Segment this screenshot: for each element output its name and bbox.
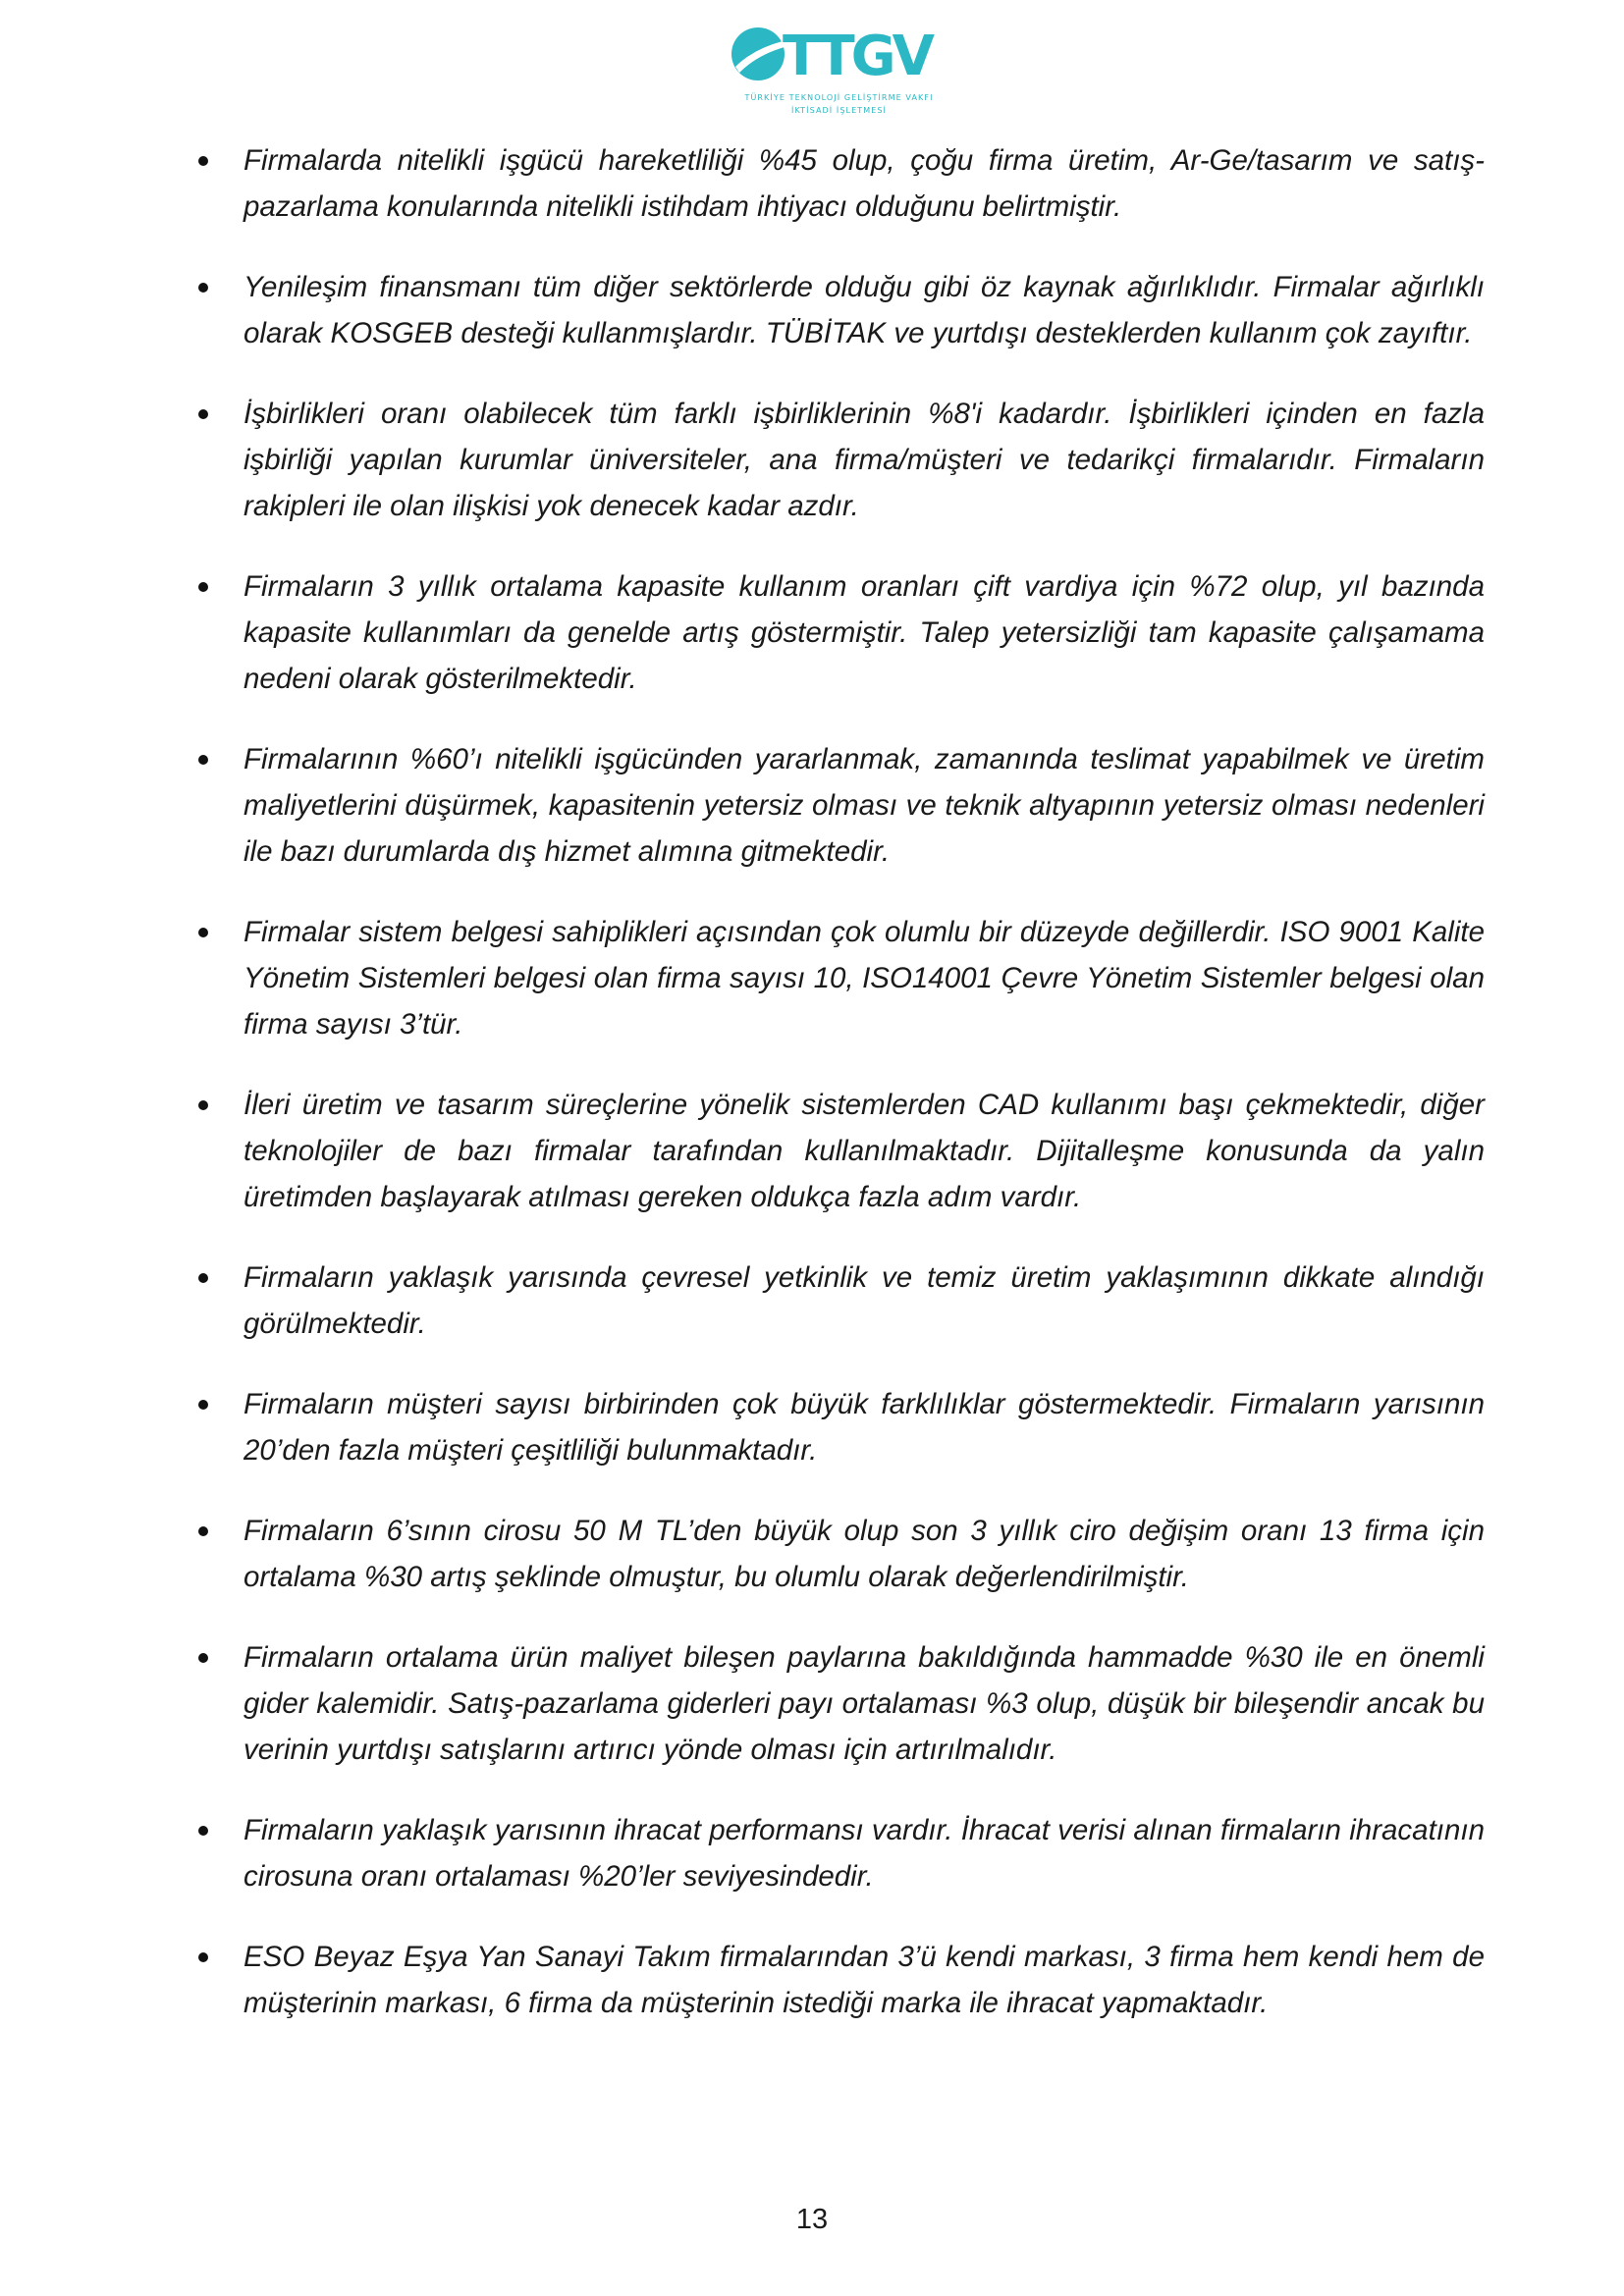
logo-subtitle-line2: İKTİSADİ İŞLETMESİ	[790, 106, 888, 115]
bullet-dot-icon	[198, 409, 208, 419]
bullet-item-2	[192, 264, 1485, 356]
bullet-dot-icon	[198, 1653, 208, 1663]
bullet-text: Firmaların ortalama ürün maliyet bileşen paylarına bakıldığında hammadde %30 ile en önemli gider kalemidir. Satış-pazarlama giderleri payı ortalaması %3 olup, düşük bir bileşendir ancak bu verinin yurtdışı satışlarını artırıcı yönde olması için artırılmalıdır.	[244, 1641, 1485, 1766]
bullet-dot-icon	[198, 1952, 208, 1962]
bullet-text: İşbirlikleri oranı olabilecek tüm farklı işbirliklerinin %8'i kadardır. İşbirlikleri içinden en fazla işbirliği yapılan kurumlar üniversiteler, ana firma/müşteri ve tedarikçi firmalarıdır. Firmaların rakipleri ile olan ilişkisi yok denecek kadar azdır.	[244, 398, 1485, 522]
bullet-dot-icon	[198, 582, 208, 592]
bullet-text: Firmaların 3 yıllık ortalama kapasite kullanım oranları çift vardiya için %72 olup, yıl bazında kapasite kullanımları da genelde artış göstermiştir. Talep yetersizliği tam kapasite çalışamama nedeni olarak gösterilmektedir.	[244, 570, 1485, 695]
logo-subtitle-line1: TÜRKİYE TEKNOLOJİ GELİŞTİRME VAKFI	[744, 93, 934, 102]
bullet-item-5	[192, 736, 1485, 875]
bullet-text: Firmaların yaklaşık yarısının ihracat performansı vardır. İhracat verisi alınan firmaların ihracatının cirosuna oranı ortalaması %20’ler seviyesindedir.	[244, 1814, 1485, 1893]
bullet-item-3	[192, 391, 1485, 529]
bullet-item-7	[192, 1082, 1485, 1220]
bullet-text: Yenileşim finansmanı tüm diğer sektörlerde olduğu gibi öz kaynak ağırlıklıdır. Firmalar ağırlıklı olarak KOSGEB desteği kullanmışlardır. TÜBİTAK ve yurtdışı desteklerden kullanım çok zayıftır.	[244, 271, 1485, 349]
logo-wordmark: TTGV	[783, 25, 931, 88]
page-number: 13	[795, 2204, 829, 2235]
bullet-dot-icon	[198, 283, 208, 293]
bullet-dot-icon	[198, 156, 208, 166]
bullet-text: ESO Beyaz Eşya Yan Sanayi Takım firmalarından 3’ü kendi markası, 3 firma hem kendi hem de müşterinin markası, 6 firma da müşterinin istediği marka ile ihracat yapmaktadır.	[244, 1941, 1485, 2019]
bullet-item-13	[192, 1934, 1485, 2026]
bullet-dot-icon	[198, 1826, 208, 1836]
bullet-item-12	[192, 1807, 1485, 1899]
bullet-text: Firmaların yaklaşık yarısında çevresel yetkinlik ve temiz üretim yaklaşımının dikkate alındığı görülmektedir.	[244, 1261, 1485, 1340]
bullet-dot-icon	[198, 755, 208, 765]
bullet-item-9	[192, 1381, 1485, 1473]
ttgv-logo	[731, 20, 947, 118]
bullet-item-11	[192, 1634, 1485, 1773]
bullet-dot-icon	[198, 1400, 208, 1410]
bullet-dot-icon	[198, 1273, 208, 1283]
bullet-item-8	[192, 1255, 1485, 1347]
bullet-dot-icon	[198, 928, 208, 937]
bullet-item-1	[192, 137, 1485, 230]
findings-bullet-list	[192, 137, 1485, 2060]
bullet-text: Firmalar sistem belgesi sahiplikleri açısından çok olumlu bir düzeyde değillerdir. ISO 9001 Kalite Yönetim Sistemleri belgesi olan firma sayısı 10, ISO14001 Çevre Yönetim Sistemler belgesi olan firma sayısı 3’tür.	[244, 916, 1485, 1041]
bullet-text: Firmalarının %60’ı nitelikli işgücünden yararlanmak, zamanında teslimat yapabilmek ve üretim maliyetlerini düşürmek, kapasitenin yetersiz olması ve teknik altyapının yetersiz olması nedenleri ile bazı durumlarda dış hizmet alımına gitmektedir.	[244, 743, 1485, 868]
bullet-item-4	[192, 563, 1485, 702]
bullet-text: Firmaların müşteri sayısı birbirinden çok büyük farklılıklar göstermektedir. Firmaların yarısının 20’den fazla müşteri çeşitliliği bulunmaktadır.	[244, 1388, 1485, 1467]
bullet-dot-icon	[198, 1100, 208, 1110]
bullet-text: Firmalarda nitelikli işgücü hareketliliği %45 olup, çoğu firma üretim, Ar-Ge/tasarım ve satış-pazarlama konularında nitelikli istihdam ihtiyacı olduğunu belirtmiştir.	[244, 144, 1485, 223]
bullet-item-10	[192, 1508, 1485, 1600]
bullet-text: Firmaların 6’sının cirosu 50 M TL’den büyük olup son 3 yıllık ciro değişim oranı 13 firma için ortalama %30 artış şeklinde olmuştur, bu olumlu olarak değerlendirilmiştir.	[244, 1515, 1485, 1593]
bullet-text: İleri üretim ve tasarım süreçlerine yönelik sistemlerden CAD kullanımı başı çekmektedir, diğer teknolojiler de bazı firmalar tarafından kullanılmaktadır. Dijitalleşme konusunda da yalın üretimden başlayarak atılması gereken oldukça fazla adım vardır.	[244, 1089, 1485, 1213]
bullet-item-6	[192, 909, 1485, 1047]
ttgv-logo-icon	[731, 20, 943, 88]
bullet-dot-icon	[198, 1526, 208, 1536]
